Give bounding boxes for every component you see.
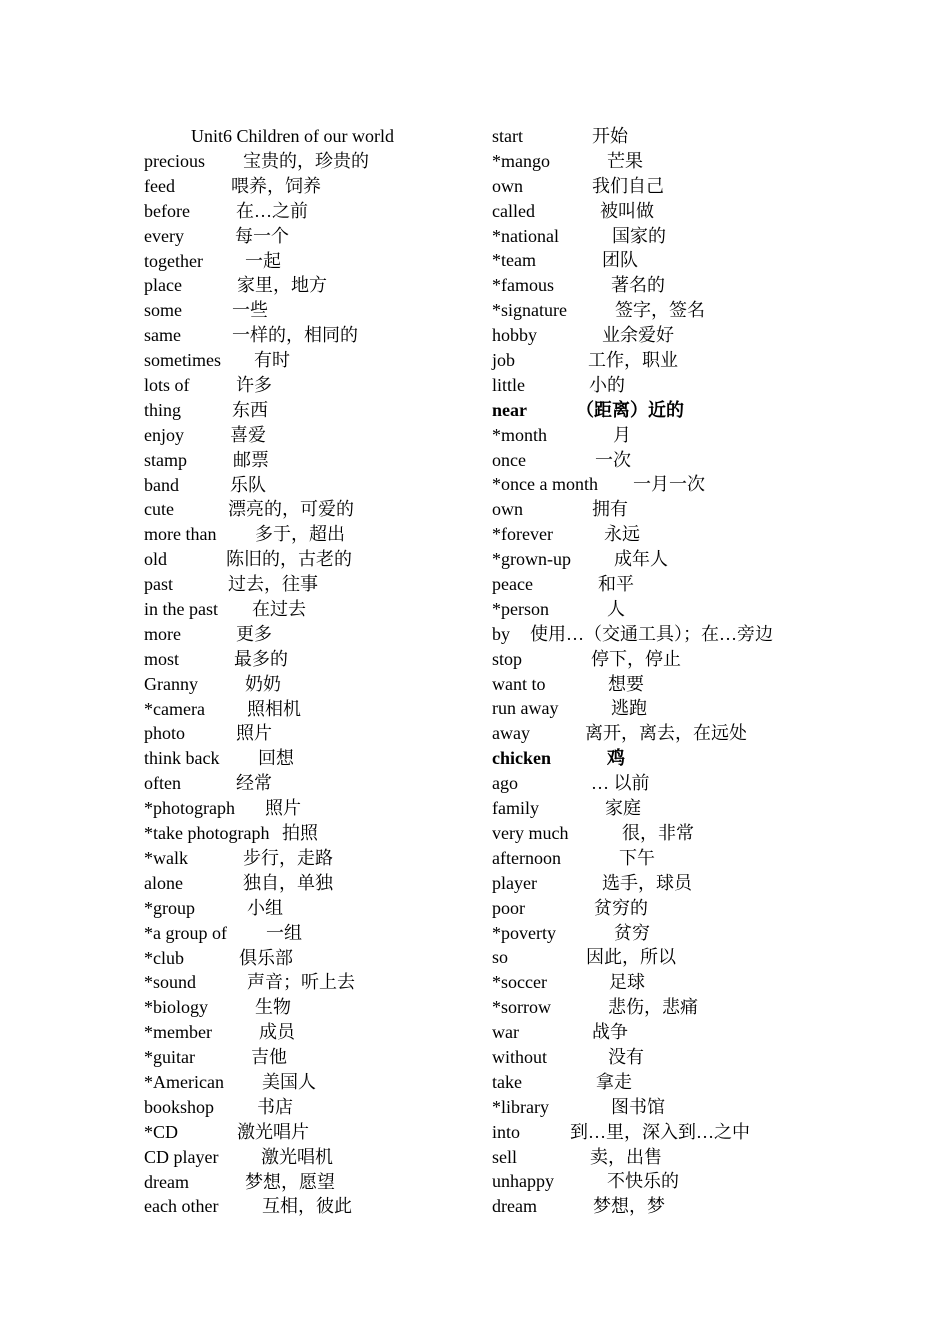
english-word: lots of — [144, 375, 190, 396]
chinese-meaning: 互相，彼此 — [262, 1196, 352, 1217]
english-word: unhappy — [492, 1171, 554, 1192]
chinese-meaning: 过去，往事 — [228, 574, 318, 595]
chinese-meaning: 想要 — [608, 673, 644, 694]
english-word: *biology — [144, 997, 209, 1018]
vocab-entry — [492, 1194, 822, 1219]
english-word: *walk — [144, 847, 188, 868]
vocab-entry — [492, 199, 822, 224]
chinese-meaning: 成年人 — [614, 549, 668, 570]
vocab-entry — [144, 597, 474, 622]
chinese-meaning: 著名的 — [611, 275, 665, 296]
vocab-entry — [144, 298, 474, 323]
english-word: *signature — [492, 300, 567, 321]
english-word: old — [144, 549, 168, 570]
chinese-meaning: 乐队 — [230, 474, 266, 495]
english-word: *camera — [144, 698, 205, 719]
vocab-entry — [144, 1070, 474, 1095]
chinese-meaning: 一组 — [266, 922, 302, 943]
chinese-meaning: 我们自己 — [592, 175, 664, 196]
vocab-entry — [492, 348, 822, 373]
english-word: peace — [492, 574, 533, 595]
english-word: *club — [144, 947, 184, 968]
english-word: by — [492, 623, 510, 644]
chinese-meaning: 一起 — [245, 250, 281, 271]
english-word: dream — [492, 1196, 537, 1217]
chinese-meaning: 足球 — [609, 972, 645, 993]
english-word: sell — [492, 1146, 517, 1167]
english-word: more — [144, 623, 181, 644]
english-word: so — [492, 947, 509, 968]
english-word: own — [492, 175, 523, 196]
english-word: want to — [492, 673, 546, 694]
vocab-entry — [144, 871, 474, 896]
english-word: think back — [144, 748, 220, 769]
chinese-meaning: 照片 — [236, 723, 272, 744]
chinese-meaning: 鸡 — [607, 748, 625, 769]
vocab-entry — [144, 896, 474, 921]
english-word: precious — [144, 151, 205, 171]
vocab-entry — [144, 497, 474, 522]
english-word: bookshop — [144, 1096, 215, 1117]
chinese-meaning: 逃跑 — [611, 698, 647, 719]
chinese-meaning: 业余爱好 — [602, 325, 674, 346]
chinese-meaning: 团队 — [602, 250, 638, 271]
english-word: start — [492, 126, 523, 146]
vocab-entry — [492, 1095, 822, 1120]
chinese-meaning: 漂亮的，可爱的 — [228, 499, 354, 520]
english-word: dream — [144, 1171, 189, 1192]
english-word: own — [492, 499, 523, 520]
chinese-meaning: 离开，离去，在远处 — [585, 723, 747, 744]
english-word: *mango — [492, 150, 550, 171]
vocab-entry — [492, 1070, 822, 1095]
chinese-meaning: 声音；听上去 — [247, 972, 355, 993]
chinese-meaning: 开始 — [592, 126, 628, 146]
chinese-meaning: 许多 — [236, 375, 272, 396]
chinese-meaning: 有时 — [254, 350, 290, 371]
chinese-meaning: 到…里，深入到…之中 — [570, 1121, 750, 1142]
vocab-entry — [144, 572, 474, 597]
chinese-meaning: 停下，停止 — [591, 648, 681, 669]
chinese-meaning: 工作，职业 — [588, 350, 678, 371]
chinese-meaning: 陈旧的，古老的 — [226, 549, 352, 570]
chinese-meaning: 宝贵的，珍贵的 — [243, 151, 369, 171]
right-word-list — [492, 124, 822, 1219]
vocab-entry — [492, 622, 822, 647]
vocab-entry — [144, 149, 474, 174]
vocab-entry — [144, 1170, 474, 1195]
vocab-entry — [492, 174, 822, 199]
english-word: afternoon — [492, 847, 561, 868]
chinese-meaning: 一次 — [595, 449, 631, 470]
chinese-meaning: 梦想，梦 — [593, 1196, 665, 1217]
vocab-entry — [144, 398, 474, 423]
chinese-meaning: 月 — [613, 424, 631, 445]
chinese-meaning: 邮票 — [233, 449, 269, 470]
english-word: in the past — [144, 599, 218, 620]
chinese-meaning: （距离）近的 — [576, 399, 684, 420]
english-word: Granny — [144, 673, 198, 694]
vocab-entry — [144, 846, 474, 871]
vocab-entry — [144, 323, 474, 348]
chinese-meaning: 小组 — [247, 897, 283, 918]
vocab-entry — [144, 647, 474, 672]
vocab-entry — [144, 1194, 474, 1219]
chinese-meaning: 和平 — [598, 574, 634, 595]
chinese-meaning: 在…之前 — [236, 200, 308, 221]
chinese-meaning: 俱乐部 — [239, 947, 293, 968]
vocab-entry — [144, 746, 474, 771]
english-word: most — [144, 648, 180, 669]
english-word: *group — [144, 897, 195, 918]
english-word: band — [144, 474, 179, 495]
chinese-meaning: 在过去 — [252, 599, 306, 620]
chinese-meaning: 多于，超出 — [255, 524, 345, 545]
english-word: sometimes — [144, 350, 221, 371]
english-word: *a group of — [144, 922, 227, 943]
vocab-entry — [492, 945, 822, 970]
vocab-entry — [492, 522, 822, 547]
chinese-meaning: 书店 — [257, 1096, 293, 1117]
chinese-meaning: 拥有 — [592, 499, 628, 520]
vocab-entry — [492, 398, 822, 423]
vocab-entry — [492, 1045, 822, 1070]
english-word: run away — [492, 698, 559, 719]
vocab-entry — [492, 647, 822, 672]
chinese-meaning: 激光唱片 — [237, 1121, 309, 1142]
vocab-entry — [492, 672, 822, 697]
chinese-meaning: 喜爱 — [230, 424, 266, 445]
vocab-entry — [492, 547, 822, 572]
english-word: without — [492, 1046, 548, 1067]
vocab-entry — [492, 323, 822, 348]
english-word: alone — [144, 872, 183, 893]
chinese-meaning: 吉他 — [251, 1047, 287, 1068]
chinese-meaning: 被叫做 — [600, 200, 654, 221]
vocab-entry — [144, 995, 474, 1020]
chinese-meaning: 照片 — [265, 798, 301, 819]
vocab-entry — [492, 373, 822, 398]
chinese-meaning: 最多的 — [234, 648, 288, 669]
english-word: job — [492, 350, 516, 371]
english-word: little — [492, 374, 525, 395]
vocab-entry — [492, 696, 822, 721]
vocab-entry — [144, 1095, 474, 1120]
vocab-entry — [144, 448, 474, 473]
chinese-meaning: 拍照 — [282, 823, 318, 844]
english-word: *guitar — [144, 1047, 195, 1068]
english-word: *person — [492, 598, 549, 619]
english-word: *team — [492, 250, 536, 271]
vocab-entry — [492, 1169, 822, 1194]
vocab-entry — [144, 1045, 474, 1070]
english-word: *poverty — [492, 922, 556, 943]
english-word: *member — [144, 1022, 212, 1043]
vocab-entry — [144, 921, 474, 946]
chinese-meaning: 选手，球员 — [602, 872, 692, 893]
english-word: *soccer — [492, 972, 547, 993]
chinese-meaning: 芒果 — [607, 150, 643, 171]
unit-title: Unit6 Children of our world — [191, 126, 394, 146]
vocab-entry — [144, 771, 474, 796]
english-word: *library — [492, 1096, 549, 1117]
chinese-meaning: 照相机 — [247, 698, 301, 719]
english-word: photo — [144, 723, 186, 744]
vocab-entry — [492, 572, 822, 597]
chinese-meaning: 卖，出售 — [590, 1146, 662, 1167]
vocab-entry — [144, 174, 474, 199]
english-word: very much — [492, 822, 569, 843]
english-word: player — [492, 872, 537, 893]
vocab-entry — [144, 1020, 474, 1045]
english-word: more than — [144, 524, 217, 545]
english-word: stamp — [144, 449, 187, 470]
chinese-meaning: 战争 — [592, 1022, 628, 1043]
vocab-entry — [492, 771, 822, 796]
english-word: *American — [144, 1071, 224, 1092]
vocab-entry — [492, 124, 822, 149]
chinese-meaning: 小的 — [589, 374, 625, 395]
vocab-entry — [492, 871, 822, 896]
vocab-entry — [144, 273, 474, 298]
english-word: war — [492, 1022, 519, 1043]
chinese-meaning: 一些 — [232, 300, 268, 321]
chinese-meaning: 不快乐的 — [607, 1171, 679, 1192]
chinese-meaning: 步行，走路 — [243, 847, 333, 868]
chinese-meaning: 奶奶 — [245, 673, 281, 694]
vocab-entry — [492, 1145, 822, 1170]
chinese-meaning: 贫穷 — [614, 922, 650, 943]
chinese-meaning: 下午 — [619, 847, 655, 868]
chinese-meaning: 悲伤，悲痛 — [608, 997, 698, 1018]
vocab-entry — [144, 970, 474, 995]
english-word: enjoy — [144, 424, 184, 445]
vocab-entry — [492, 896, 822, 921]
english-word: *sound — [144, 972, 197, 993]
chinese-meaning: 家里，地方 — [237, 275, 327, 296]
english-word: *famous — [492, 275, 554, 296]
vocab-entry — [492, 497, 822, 522]
english-word: place — [144, 275, 182, 296]
vocab-entry — [492, 224, 822, 249]
english-word: cute — [144, 499, 174, 520]
chinese-meaning: 很，非常 — [622, 822, 694, 843]
english-word: CD player — [144, 1146, 219, 1167]
vocab-entry — [144, 473, 474, 498]
chinese-meaning: 更多 — [236, 623, 272, 644]
vocab-entry — [492, 921, 822, 946]
chinese-meaning: 使用…（交通工具）；在…旁边 — [530, 623, 773, 644]
vocab-entry — [492, 448, 822, 473]
english-word: past — [144, 574, 173, 595]
vocab-column-left — [144, 124, 474, 1219]
english-word: *national — [492, 225, 559, 246]
vocab-entry — [492, 846, 822, 871]
vocab-entry — [492, 298, 822, 323]
english-word: near — [492, 399, 527, 420]
chinese-meaning: 激光唱机 — [261, 1146, 333, 1167]
english-word: *take photograph — [144, 823, 270, 844]
chinese-meaning: 贫穷的 — [594, 897, 648, 918]
vocab-entry — [144, 249, 474, 274]
chinese-meaning: 因此，所以 — [586, 947, 676, 968]
chinese-meaning: 成员 — [259, 1022, 295, 1043]
vocab-entry — [492, 821, 822, 846]
vocab-entry — [492, 597, 822, 622]
vocab-entry — [492, 970, 822, 995]
english-word: *grown-up — [492, 549, 571, 570]
chinese-meaning: 独自，单独 — [243, 872, 333, 893]
chinese-meaning: 签字，签名 — [615, 300, 705, 321]
chinese-meaning: 国家的 — [612, 225, 666, 246]
vocab-entry — [144, 622, 474, 647]
chinese-meaning: 人 — [607, 598, 625, 619]
english-word: once — [492, 449, 526, 470]
english-word: chicken — [492, 748, 552, 769]
chinese-meaning: 梦想，愿望 — [245, 1171, 335, 1192]
chinese-meaning: 每一个 — [235, 225, 289, 246]
vocab-entry — [144, 547, 474, 572]
vocab-entry — [144, 821, 474, 846]
english-word: hobby — [492, 325, 537, 346]
vocab-entry — [144, 672, 474, 697]
english-word: take — [492, 1071, 522, 1092]
vocab-entry — [144, 224, 474, 249]
vocab-entry — [492, 995, 822, 1020]
english-word: *forever — [492, 524, 553, 545]
english-word: into — [492, 1121, 521, 1142]
english-word: *photograph — [144, 798, 235, 819]
vocab-entry — [492, 472, 822, 497]
vocab-entry — [144, 348, 474, 373]
vocab-entry — [144, 796, 474, 821]
vocab-entry — [492, 149, 822, 174]
english-word: *once a month — [492, 474, 598, 495]
vocab-entry — [492, 796, 822, 821]
vocab-entry — [144, 1120, 474, 1145]
chinese-meaning: 拿走 — [596, 1071, 632, 1092]
english-word: same — [144, 325, 181, 346]
vocab-entry — [144, 721, 474, 746]
left-word-list — [144, 149, 474, 1219]
chinese-meaning: 家庭 — [605, 798, 641, 819]
vocab-column-right — [492, 124, 822, 1219]
chinese-meaning: 一样的，相同的 — [232, 325, 358, 346]
vocab-entry — [144, 697, 474, 722]
vocab-entry — [492, 721, 822, 746]
english-word: thing — [144, 399, 182, 420]
chinese-meaning: 一月一次 — [633, 474, 705, 495]
chinese-meaning: 喂养，饲养 — [231, 175, 321, 196]
english-word: before — [144, 200, 190, 221]
vocab-entry — [492, 273, 822, 298]
english-word: together — [144, 250, 203, 271]
chinese-meaning: 回想 — [258, 748, 294, 769]
vocab-entry — [144, 1145, 474, 1170]
english-word: often — [144, 773, 181, 794]
vocab-entry — [144, 373, 474, 398]
vocab-entry — [492, 248, 822, 273]
english-word: called — [492, 200, 535, 221]
english-word: ago — [492, 773, 518, 794]
vocab-entry — [144, 199, 474, 224]
chinese-meaning: 生物 — [255, 997, 291, 1018]
english-word: *CD — [144, 1121, 179, 1142]
vocab-entry — [144, 946, 474, 971]
vocab-entry — [492, 1120, 822, 1145]
english-word: feed — [144, 175, 175, 196]
vocab-entry — [144, 423, 474, 448]
english-word: every — [144, 225, 184, 246]
english-word: poor — [492, 897, 525, 918]
chinese-meaning: 图书馆 — [611, 1096, 665, 1117]
english-word: away — [492, 723, 530, 744]
vocab-entry — [492, 423, 822, 448]
chinese-meaning: 美国人 — [262, 1071, 316, 1092]
english-word: family — [492, 798, 539, 819]
vocab-entry — [492, 1020, 822, 1045]
vocab-entry — [492, 746, 822, 771]
chinese-meaning: 永远 — [604, 524, 640, 545]
vocab-entry — [144, 522, 474, 547]
english-word: some — [144, 300, 182, 321]
chinese-meaning: 没有 — [608, 1046, 644, 1067]
english-word: stop — [492, 648, 523, 669]
chinese-meaning: … 以前 — [591, 773, 650, 794]
chinese-meaning: 经常 — [236, 773, 272, 794]
chinese-meaning: 东西 — [232, 399, 268, 420]
english-word: *sorrow — [492, 997, 551, 1018]
english-word: *month — [492, 424, 548, 445]
english-word: each other — [144, 1196, 219, 1217]
